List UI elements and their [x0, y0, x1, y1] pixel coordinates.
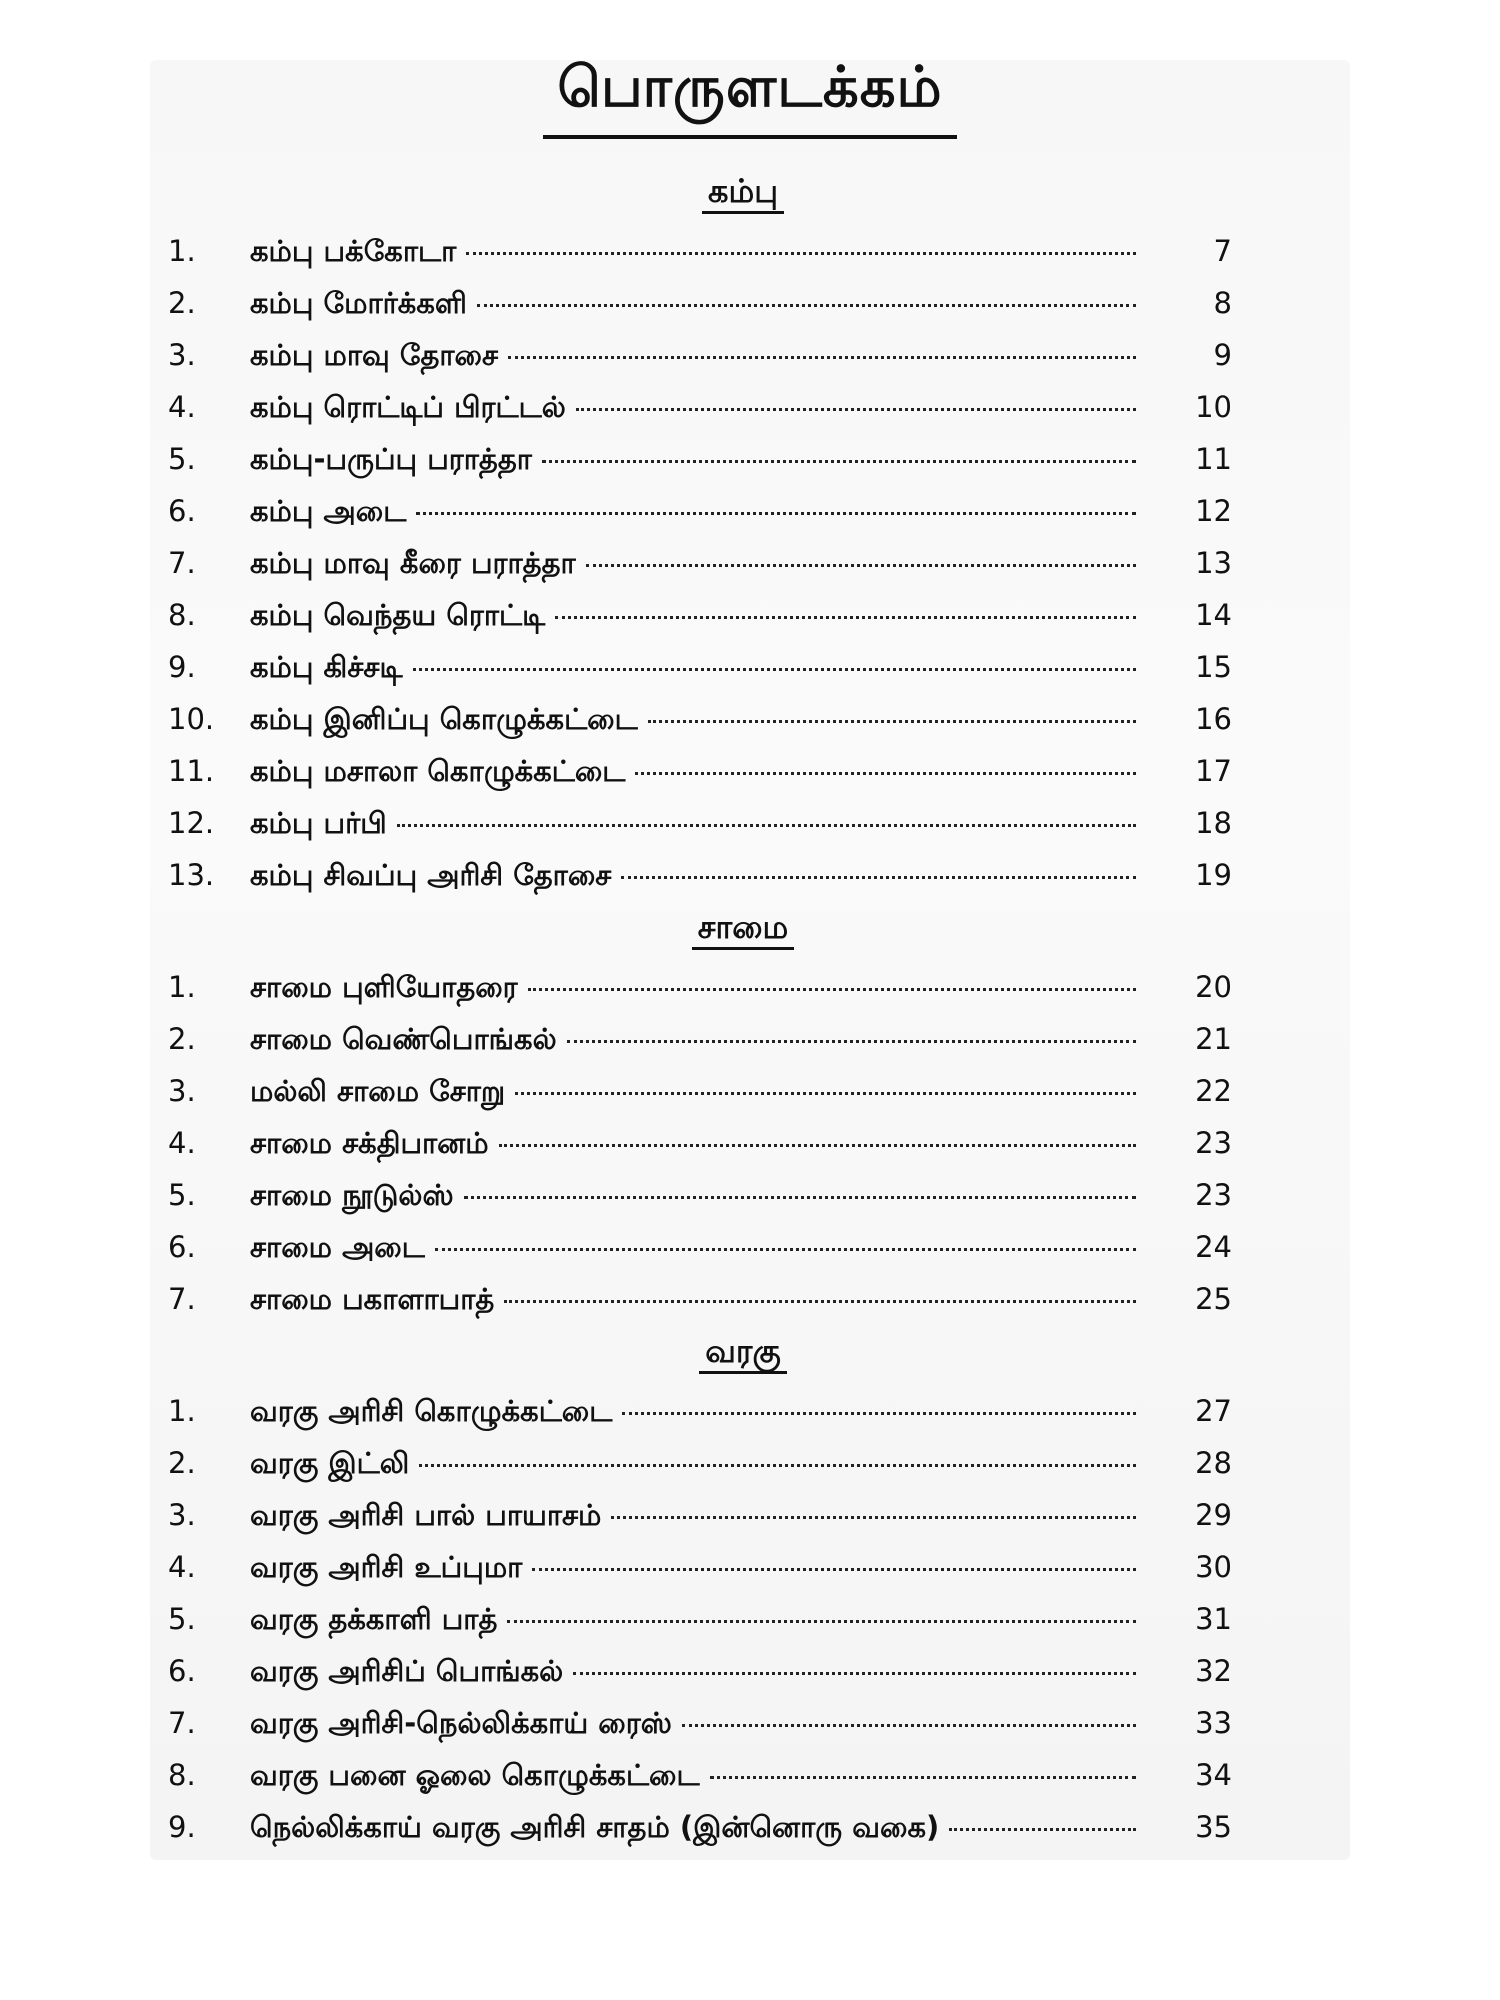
toc-entry — [168, 277, 1318, 329]
toc-entry — [168, 1697, 1318, 1749]
table-of-contents — [168, 165, 1318, 1853]
section-heading-text: வரகு — [699, 1331, 786, 1374]
entry-title: நெல்லிக்காய் வரகு அரிசி சாதம் (இன்னொரு வகை) — [250, 1810, 940, 1844]
dot-leader — [477, 304, 1136, 307]
toc-entry — [168, 1065, 1318, 1117]
entry-number: 4. — [168, 1126, 196, 1160]
entry-number: 9. — [168, 650, 196, 684]
dot-leader — [555, 616, 1136, 619]
entry-number: 12. — [168, 806, 215, 840]
toc-entry — [168, 381, 1318, 433]
entry-page-number: 33 — [1195, 1706, 1232, 1740]
entry-page-number: 28 — [1195, 1446, 1232, 1480]
entry-number: 2. — [168, 286, 196, 320]
entry-number: 10. — [168, 702, 215, 736]
dot-leader — [416, 512, 1136, 515]
entry-title-with-leader — [250, 641, 1150, 693]
entry-number: 2. — [168, 1446, 196, 1480]
entry-title-with-leader — [250, 1169, 1150, 1221]
entry-number: 2. — [168, 1022, 196, 1056]
entry-title: மல்லி சாமை சோறு — [250, 1074, 506, 1108]
dot-leader — [507, 1620, 1136, 1623]
entry-page-number: 21 — [1195, 1022, 1232, 1056]
entry-title: கம்பு மாவு தோசை — [250, 338, 499, 372]
entry-title-with-leader — [250, 1645, 1150, 1697]
entry-title-with-leader — [250, 1437, 1150, 1489]
entry-title-with-leader — [250, 277, 1150, 329]
dot-leader — [528, 988, 1136, 991]
entry-title: சாமை புளியோதரை — [250, 970, 518, 1004]
entry-number: 9. — [168, 1810, 196, 1844]
entry-title: கம்பு இனிப்பு கொழுக்கட்டை — [250, 702, 638, 736]
toc-entry — [168, 797, 1318, 849]
entry-title: சாமை சக்திபானம் — [250, 1126, 489, 1160]
entry-title: வரகு தக்காளி பாத் — [250, 1602, 498, 1636]
entry-title: கம்பு வெந்தய ரொட்டி — [250, 598, 546, 632]
entry-title-with-leader — [250, 1541, 1150, 1593]
entry-page-number: 11 — [1195, 442, 1232, 476]
entry-page-number: 8 — [1213, 286, 1232, 320]
dot-leader — [413, 668, 1136, 671]
entry-title-with-leader — [250, 1013, 1150, 1065]
entry-page-number: 23 — [1195, 1126, 1232, 1160]
entry-number: 6. — [168, 1654, 196, 1688]
dot-leader — [621, 876, 1136, 879]
entry-title-with-leader — [250, 693, 1150, 745]
entry-page-number: 9 — [1213, 338, 1232, 372]
entry-title: கம்பு மோர்க்களி — [250, 286, 467, 320]
section-heading — [168, 1331, 1318, 1381]
entry-page-number: 13 — [1195, 546, 1232, 580]
dot-leader — [508, 356, 1136, 359]
dot-leader — [576, 408, 1136, 411]
dot-leader — [648, 720, 1136, 723]
entry-title: கம்பு மசாலா கொழுக்கட்டை — [250, 754, 626, 788]
entry-title: சாமை நூடுல்ஸ் — [250, 1178, 454, 1212]
entry-title-with-leader — [250, 745, 1150, 797]
dot-leader — [435, 1248, 1136, 1251]
entry-number: 8. — [168, 598, 196, 632]
entry-number: 8. — [168, 1758, 196, 1792]
entry-title-with-leader — [250, 849, 1150, 901]
toc-entry — [168, 1117, 1318, 1169]
entry-title-with-leader — [250, 225, 1150, 277]
title-container — [0, 55, 1500, 139]
entry-page-number: 7 — [1213, 234, 1232, 268]
toc-entry — [168, 1645, 1318, 1697]
entry-number: 7. — [168, 1706, 196, 1740]
entry-number: 6. — [168, 494, 196, 528]
toc-entry — [168, 433, 1318, 485]
entry-title: வரகு இட்லி — [250, 1446, 410, 1480]
entry-number: 3. — [168, 338, 196, 372]
dot-leader — [622, 1412, 1136, 1415]
toc-entry — [168, 329, 1318, 381]
entry-number: 13. — [168, 858, 215, 892]
toc-entry — [168, 1221, 1318, 1273]
entry-number: 7. — [168, 546, 196, 580]
entry-number: 5. — [168, 1602, 196, 1636]
entry-title: கம்பு-பருப்பு பராத்தா — [250, 442, 532, 476]
entry-title-with-leader — [250, 589, 1150, 641]
toc-entry — [168, 693, 1318, 745]
page-title: பொருளடக்கம் — [543, 55, 956, 139]
entry-number: 5. — [168, 442, 196, 476]
entry-title-with-leader — [250, 329, 1150, 381]
dot-leader — [573, 1672, 1136, 1675]
entry-title: கம்பு பர்பி — [250, 806, 387, 840]
entry-title-with-leader — [250, 1117, 1150, 1169]
entry-page-number: 31 — [1195, 1602, 1232, 1636]
entry-title-with-leader — [250, 1489, 1150, 1541]
entry-title-with-leader — [250, 537, 1150, 589]
section-heading — [168, 907, 1318, 957]
toc-entry — [168, 745, 1318, 797]
entry-page-number: 12 — [1195, 494, 1232, 528]
dot-leader — [419, 1464, 1136, 1467]
entry-number: 3. — [168, 1074, 196, 1108]
entry-title-with-leader — [250, 961, 1150, 1013]
toc-entry — [168, 961, 1318, 1013]
entry-title: வரகு அரிசி பால் பாயாசம் — [250, 1498, 602, 1532]
entry-page-number: 22 — [1195, 1074, 1232, 1108]
entry-page-number: 32 — [1195, 1654, 1232, 1688]
dot-leader — [682, 1724, 1136, 1727]
section-heading-text: கம்பு — [702, 171, 784, 214]
entry-title-with-leader — [250, 433, 1150, 485]
entry-title: கம்பு அடை — [250, 494, 407, 528]
entry-number: 4. — [168, 1550, 196, 1584]
toc-entry — [168, 1749, 1318, 1801]
entry-number: 4. — [168, 390, 196, 424]
dot-leader — [397, 824, 1136, 827]
entry-title-with-leader — [250, 797, 1150, 849]
entry-page-number: 25 — [1195, 1282, 1232, 1316]
toc-entry — [168, 1437, 1318, 1489]
entry-title-with-leader — [250, 485, 1150, 537]
entry-page-number: 34 — [1195, 1758, 1232, 1792]
dot-leader — [532, 1568, 1136, 1571]
entry-page-number: 24 — [1195, 1230, 1232, 1264]
entry-page-number: 14 — [1195, 598, 1232, 632]
toc-entry — [168, 1541, 1318, 1593]
entry-title: சாமை அடை — [250, 1230, 425, 1264]
toc-entry — [168, 1489, 1318, 1541]
entry-title-with-leader — [250, 1385, 1150, 1437]
entry-number: 1. — [168, 1394, 196, 1428]
entry-title: வரகு பனை ஓலை கொழுக்கட்டை — [250, 1758, 700, 1792]
entry-title: சாமை பகாளாபாத் — [250, 1282, 495, 1316]
entry-title-with-leader — [250, 1221, 1150, 1273]
entry-title: கம்பு பக்கோடா — [250, 234, 457, 268]
toc-entry — [168, 849, 1318, 901]
dot-leader — [567, 1040, 1136, 1043]
entry-page-number: 18 — [1195, 806, 1232, 840]
entry-number: 11. — [168, 754, 215, 788]
entry-title-with-leader — [250, 1273, 1150, 1325]
entry-title: கம்பு மாவு கீரை பராத்தா — [250, 546, 576, 580]
toc-entry — [168, 1385, 1318, 1437]
entry-number: 6. — [168, 1230, 196, 1264]
dot-leader — [949, 1828, 1136, 1831]
toc-entry — [168, 1013, 1318, 1065]
entry-page-number: 15 — [1195, 650, 1232, 684]
dot-leader — [710, 1776, 1136, 1779]
entry-page-number: 27 — [1195, 1394, 1232, 1428]
entry-title: வரகு அரிசி-நெல்லிக்காய் ரைஸ் — [250, 1706, 672, 1740]
dot-leader — [504, 1300, 1136, 1303]
dot-leader — [464, 1196, 1136, 1199]
entry-page-number: 20 — [1195, 970, 1232, 1004]
toc-entry — [168, 1593, 1318, 1645]
entry-title-with-leader — [250, 1593, 1150, 1645]
dot-leader — [586, 564, 1136, 567]
dot-leader — [499, 1144, 1136, 1147]
entry-title: கம்பு சிவப்பு அரிசி தோசை — [250, 858, 612, 892]
dot-leader — [466, 252, 1136, 255]
entry-page-number: 19 — [1195, 858, 1232, 892]
entry-title: கம்பு கிச்சடி — [250, 650, 403, 684]
dot-leader — [542, 460, 1136, 463]
entry-page-number: 16 — [1195, 702, 1232, 736]
entry-number: 7. — [168, 1282, 196, 1316]
toc-entry — [168, 485, 1318, 537]
entry-number: 1. — [168, 970, 196, 1004]
entry-title-with-leader — [250, 1749, 1150, 1801]
dot-leader — [635, 772, 1136, 775]
dot-leader — [515, 1092, 1136, 1095]
toc-entry — [168, 589, 1318, 641]
entry-number: 5. — [168, 1178, 196, 1212]
section-heading-text: சாமை — [692, 907, 794, 950]
entry-page-number: 23 — [1195, 1178, 1232, 1212]
toc-entry — [168, 1273, 1318, 1325]
entry-title: வரகு அரிசிப் பொங்கல் — [250, 1654, 564, 1688]
entry-page-number: 30 — [1195, 1550, 1232, 1584]
entry-page-number: 29 — [1195, 1498, 1232, 1532]
toc-entry — [168, 1169, 1318, 1221]
toc-entry — [168, 537, 1318, 589]
section-heading — [168, 171, 1318, 221]
entry-number: 1. — [168, 234, 196, 268]
entry-title-with-leader — [250, 1801, 1150, 1853]
entry-page-number: 10 — [1195, 390, 1232, 424]
entry-title-with-leader — [250, 1065, 1150, 1117]
dot-leader — [611, 1516, 1136, 1519]
entry-number: 3. — [168, 1498, 196, 1532]
entry-title: கம்பு ரொட்டிப் பிரட்டல் — [250, 390, 566, 424]
entry-title-with-leader — [250, 381, 1150, 433]
entry-title: வரகு அரிசி கொழுக்கட்டை — [250, 1394, 613, 1428]
entry-title: சாமை வெண்பொங்கல் — [250, 1022, 557, 1056]
toc-entry — [168, 641, 1318, 693]
toc-entry — [168, 225, 1318, 277]
entry-title: வரகு அரிசி உப்புமா — [250, 1550, 523, 1584]
entry-page-number: 35 — [1195, 1810, 1232, 1844]
toc-entry — [168, 1801, 1318, 1853]
entry-page-number: 17 — [1195, 754, 1232, 788]
entry-title-with-leader — [250, 1697, 1150, 1749]
